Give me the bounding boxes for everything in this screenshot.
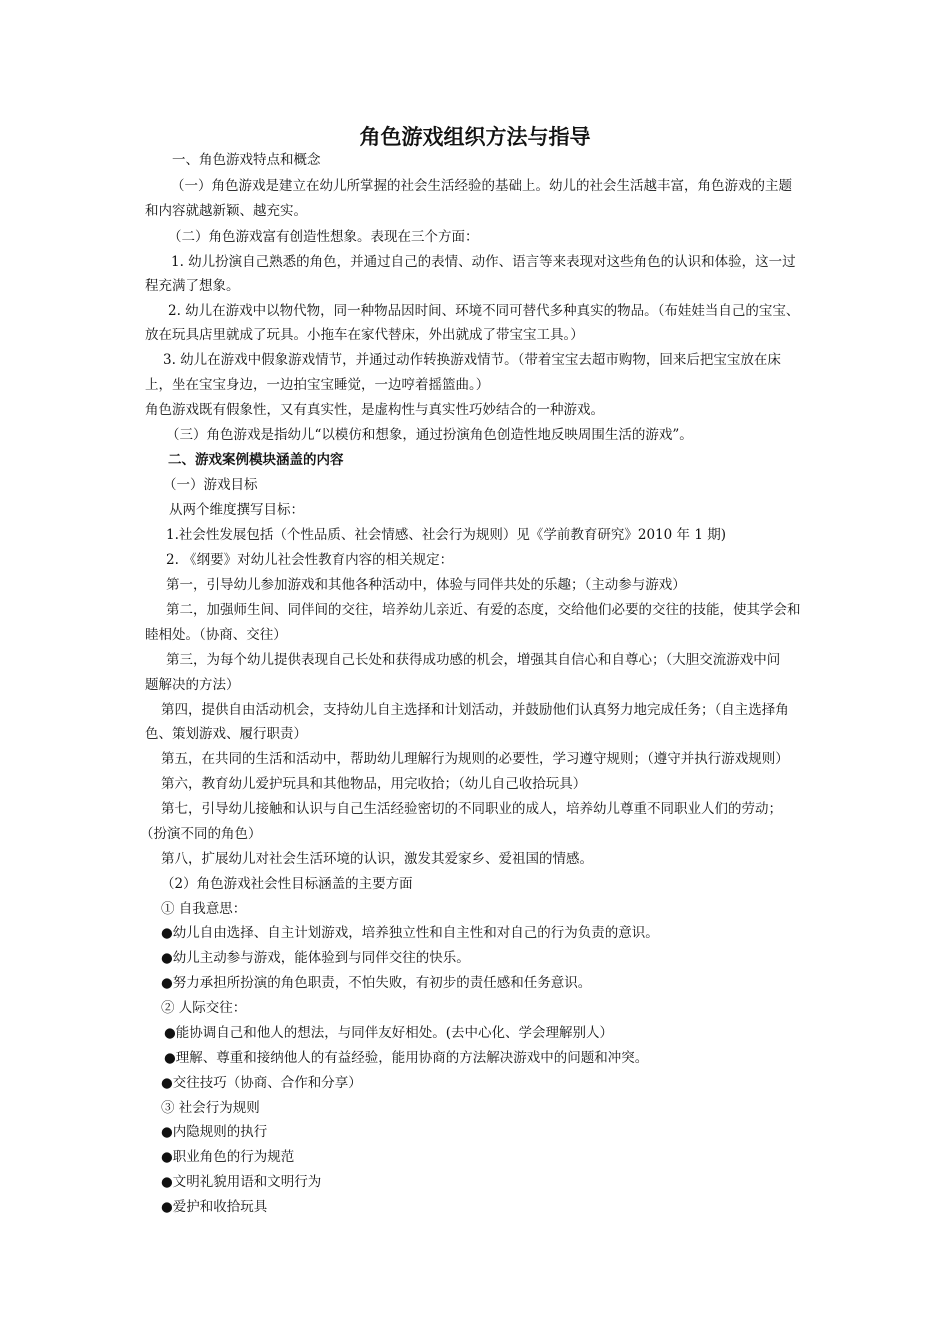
paragraph-line: （三）角色游戏是指幼儿“以模仿和想象，通过扮演角色创造性地反映周围生活的游戏”。 xyxy=(166,427,693,443)
paragraph-line: 3. 幼儿在游戏中假象游戏情节，并通过动作转换游戏情节。（带着宝宝去超市购物，回来后把宝宝放在床 xyxy=(163,352,781,368)
subsection-heading: （2）角色游戏社会性目标涵盖的主要方面 xyxy=(161,876,413,892)
list-heading: ① 自我意思： xyxy=(161,901,247,917)
paragraph-line: 第二，加强师生间、同伴间的交往，培养幼儿亲近、有爱的态度，交给他们必要的交往的技能，使其学会和 xyxy=(166,602,801,618)
paragraph-line: 和内容就越新颖、越充实。 xyxy=(145,203,307,219)
paragraph-line: 色、策划游戏、履行职责） xyxy=(145,726,307,742)
paragraph-line: 2. 《纲要》对幼儿社会性教育内容的相关规定： xyxy=(166,552,454,568)
paragraph-line: 第六，教育幼儿爱护玩具和其他物品，用完收拾；（幼儿自己收拾玩具） xyxy=(161,776,587,792)
document-title: 角色游戏组织方法与指导 xyxy=(359,125,591,149)
paragraph-line: 第七，引导幼儿接触和认识与自己生活经验密切的不同职业的成人，培养幼儿尊重不同职业人们的劳动； xyxy=(161,801,782,817)
list-item: ●爱护和收拾玩具 xyxy=(161,1199,268,1215)
list-item: ●职业角色的行为规范 xyxy=(161,1149,295,1165)
paragraph-line: 角色游戏既有假象性，又有真实性，是虚构性与真实性巧妙结合的一种游戏。 xyxy=(145,402,604,418)
paragraph-line: 第一，引导幼儿参加游戏和其他各种活动中，体验与同伴共处的乐趣；（主动参与游戏） xyxy=(166,577,686,593)
paragraph-line: （二）角色游戏富有创造性想象。表现在三个方面： xyxy=(168,229,479,245)
paragraph-line: 放在玩具店里就成了玩具。小拖车在家代替床，外出就成了带宝宝工具。） xyxy=(145,327,584,343)
list-item: ●理解、尊重和接纳他人的有益经验，能用协商的方法解决游戏中的问题和冲突。 xyxy=(164,1050,649,1066)
paragraph-line: 1.社会性发展包括（个性品质、社会情感、社会行为规则）见《学前教育研究》2010 年 1 期) xyxy=(166,527,726,543)
list-item: ●努力承担所扮演的角色职责，不怕失败，有初步的责任感和任务意识。 xyxy=(161,975,592,991)
paragraph-line: 1. 幼儿扮演自己熟悉的角色，并通过自己的表情、动作、语言等来表现对这些角色的认识和体验，这一过 xyxy=(171,254,796,270)
section-heading: 一、角色游戏特点和概念 xyxy=(172,152,321,168)
subsection-heading: （一）游戏目标 xyxy=(163,477,258,493)
list-item: ●能协调自己和他人的想法，与同伴友好相处。(去中心化、学会理解别人） xyxy=(164,1025,614,1041)
list-heading: ② 人际交往： xyxy=(161,1000,247,1016)
list-item: ●内隐规则的执行 xyxy=(161,1124,268,1140)
list-item: ●幼儿主动参与游戏，能体验到与同伴交往的快乐。 xyxy=(161,950,470,966)
paragraph-line: 第八，扩展幼儿对社会生活环境的认识，激发其爱家乡、爱祖国的情感。 xyxy=(161,851,593,867)
paragraph-line: 第四，提供自由活动机会，支持幼儿自主选择和计划活动，并鼓励他们认真努力地完成任务；（自主选择角 xyxy=(161,702,789,718)
list-heading: ③ 社会行为规则 xyxy=(161,1100,260,1116)
paragraph-line: 从两个维度撰写目标： xyxy=(169,502,304,518)
paragraph-line: （扮演不同的角色） xyxy=(140,826,262,842)
paragraph-line: （一）角色游戏是建立在幼儿所掌握的社会生活经验的基础上。幼儿的社会生活越丰富，角色游戏的主题 xyxy=(171,178,792,194)
section-heading: 二、游戏案例模块涵盖的内容 xyxy=(168,452,344,468)
paragraph-line: 程充满了想象。 xyxy=(145,278,240,294)
paragraph-line: 上，坐在宝宝身边，一边拍宝宝睡觉，一边哼着摇篮曲。） xyxy=(145,377,490,393)
list-item: ●交往技巧（协商、合作和分享） xyxy=(161,1075,362,1091)
list-item: ●幼儿自由选择、自主计划游戏，培养独立性和自主性和对自己的行为负责的意识。 xyxy=(161,925,659,941)
list-item: ●文明礼貌用语和文明行为 xyxy=(161,1174,322,1190)
paragraph-line: 2. 幼儿在游戏中以物代物，同一种物品因时间、环境不同可替代多种真实的物品。（布娃娃当自己的宝宝、 xyxy=(168,303,800,319)
paragraph-line: 题解决的方法） xyxy=(145,677,240,693)
paragraph-line: 第三，为每个幼儿提供表现自己长处和获得成功感的机会，增强其自信心和自尊心；（大胆交流游戏中问 xyxy=(166,652,781,668)
paragraph-line: 睦相处。（协商、交往） xyxy=(145,627,287,643)
paragraph-line: 第五，在共同的生活和活动中，帮助幼儿理解行为规则的必要性，学习遵守规则；（遵守并执行游戏规则） xyxy=(161,751,789,767)
